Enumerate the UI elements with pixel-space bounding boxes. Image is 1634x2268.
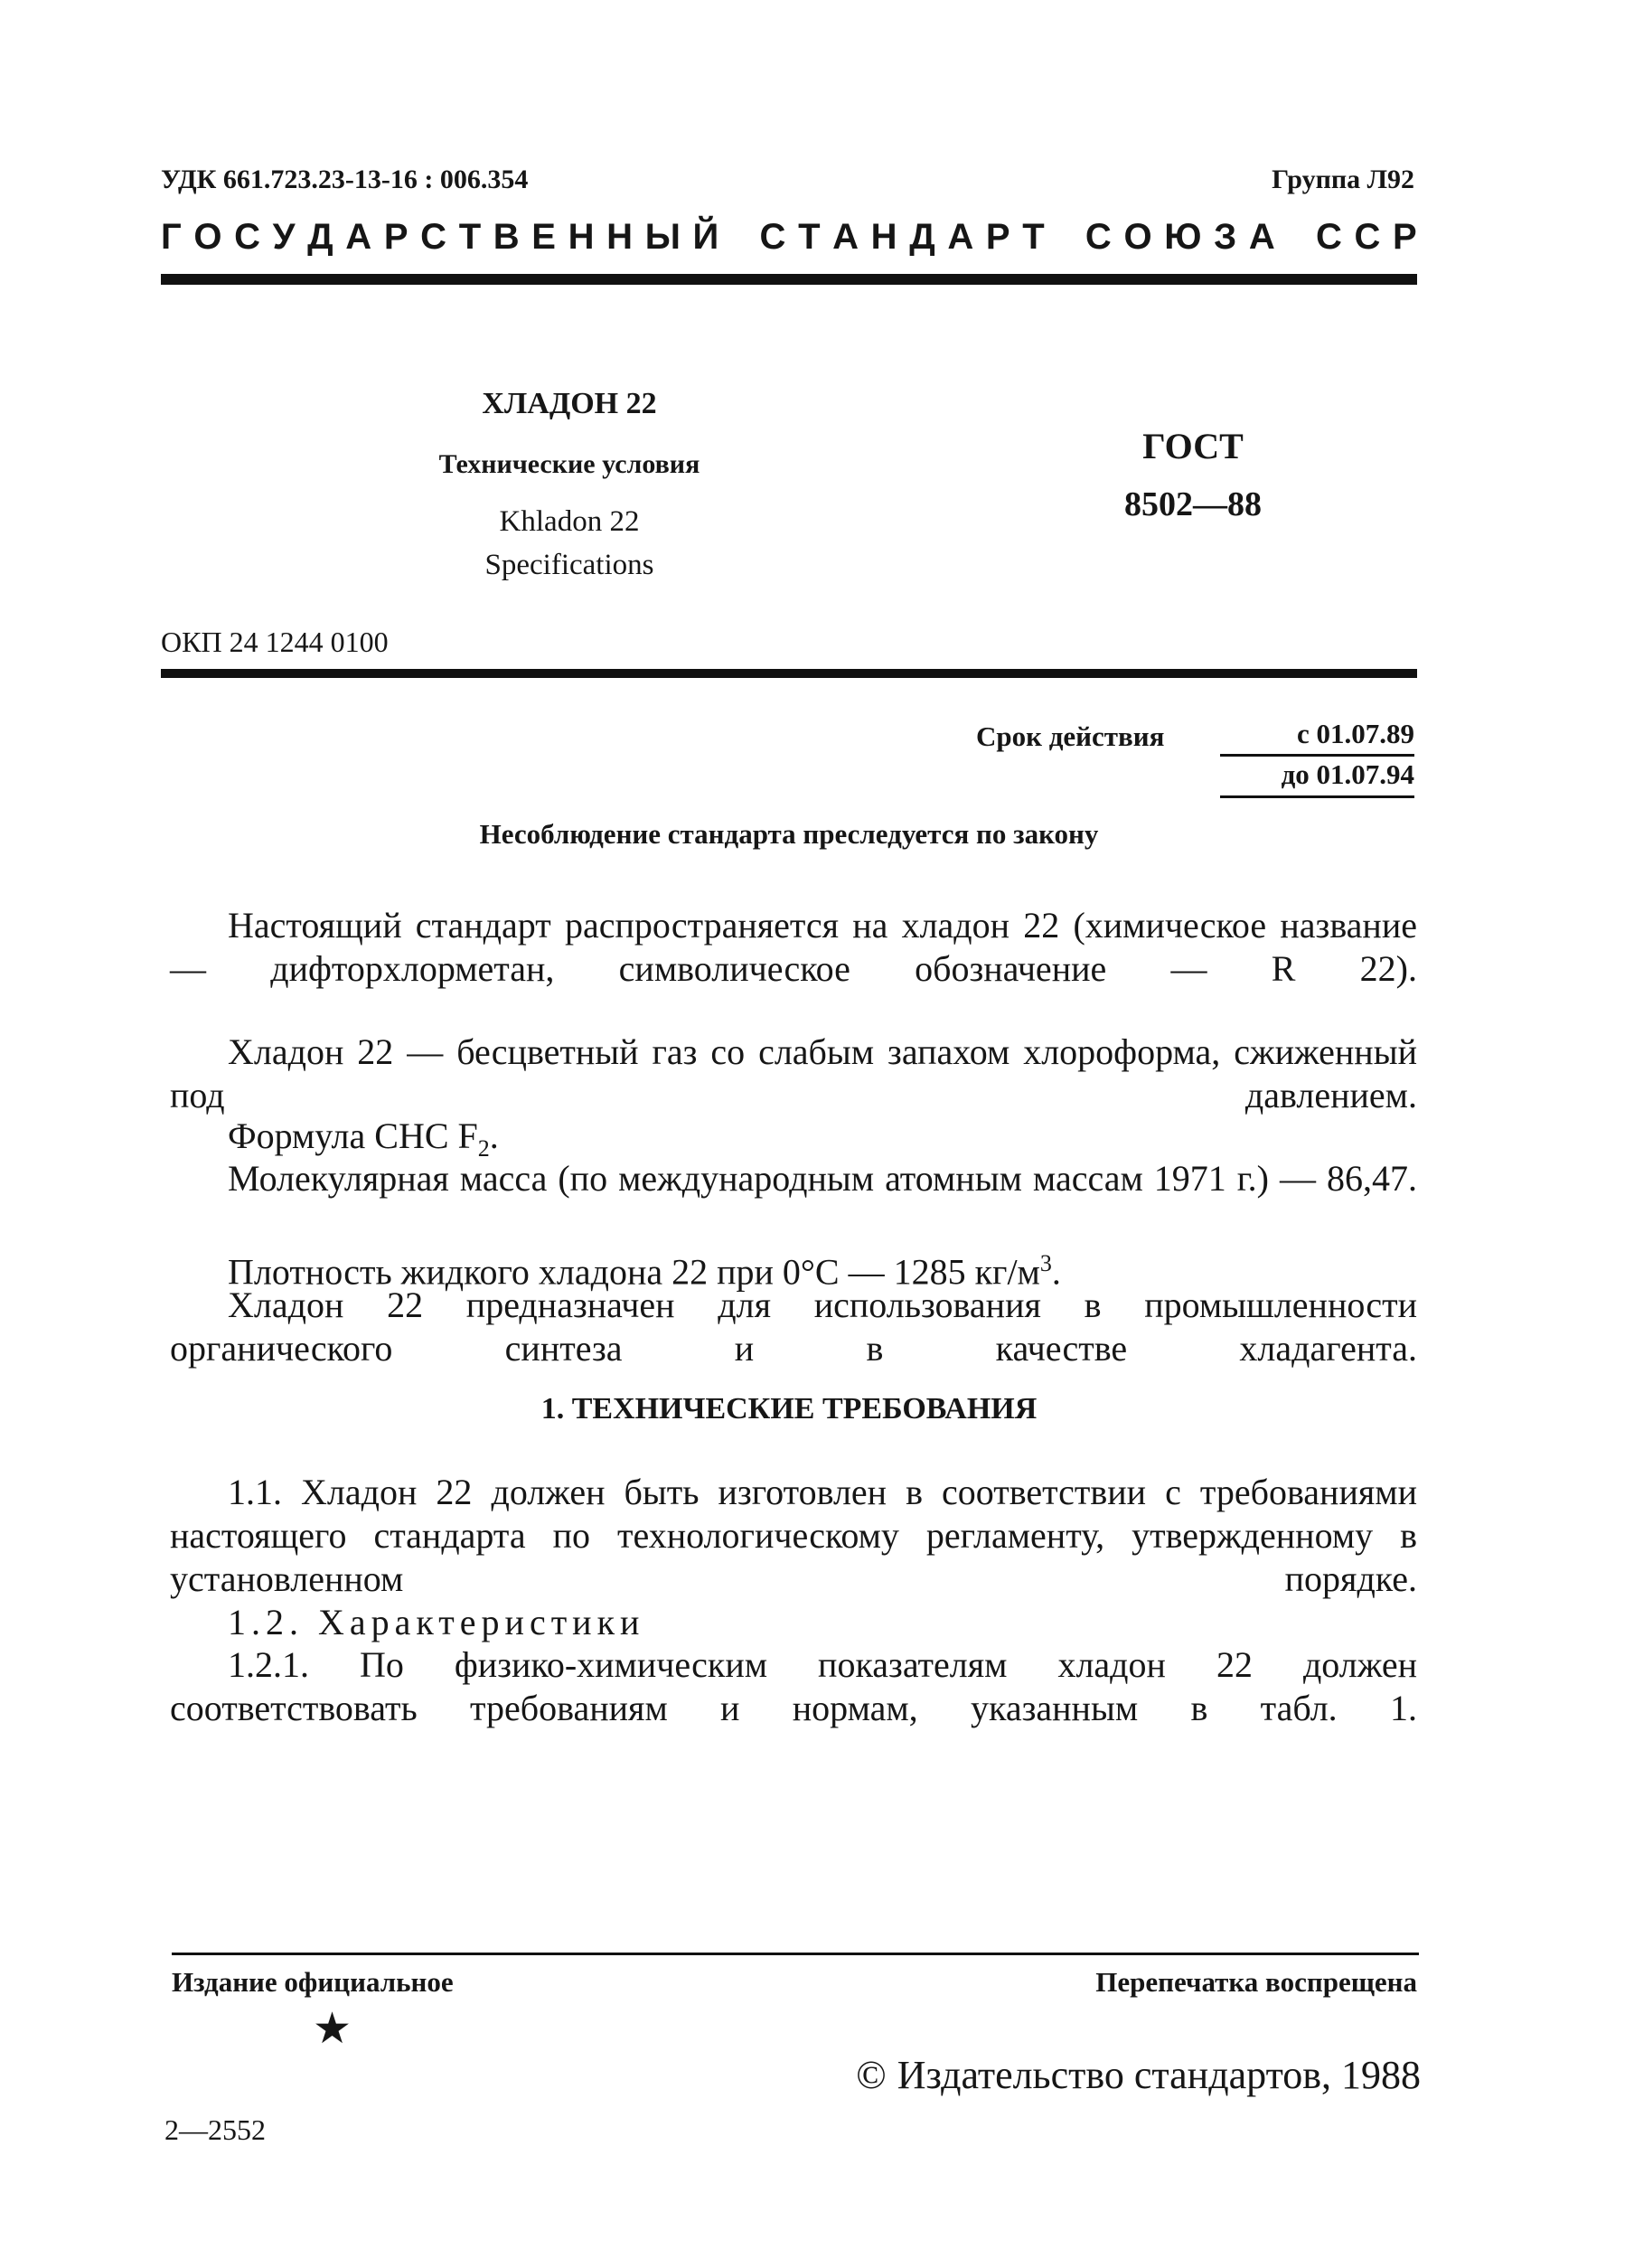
gost-number: 8502—88 xyxy=(1124,485,1262,523)
okp-code: ОКП 24 1244 0100 xyxy=(161,626,389,658)
intro-paragraph-molar-mass: Молекулярная масса (по международным атомным массам 1971 г.) — 86,47. xyxy=(228,1158,1417,1199)
formula-end: . xyxy=(489,1115,499,1156)
copyright-line xyxy=(856,2052,1421,2098)
header-rule xyxy=(161,274,1417,285)
star-icon: ★ xyxy=(313,2005,352,2053)
page-code: 2—2552 xyxy=(164,2113,266,2146)
intro-paragraph-purpose: Хладон 22 предназначен для использования в промышленности органического синтеза и в качестве хладагента. xyxy=(170,1285,1417,1369)
group-code: Группа Л92 xyxy=(1272,165,1414,194)
title-rule xyxy=(161,669,1417,678)
section-heading: 1. ТЕХНИЧЕСКИЕ ТРЕБОВАНИЯ xyxy=(540,1392,1038,1426)
validity-to: до 01.07.94 xyxy=(1281,758,1414,790)
validity-from-underline xyxy=(1220,754,1414,757)
intro-paragraph-scope: Настоящий стандарт распространяется на хладон 22 (химическое название — дифторхлорметан, символическое обозначение — R 22). xyxy=(170,905,1417,989)
document-subtitle: Технические условия xyxy=(438,449,700,479)
density-end: . xyxy=(1051,1251,1061,1293)
state-standard-heading: Г О С У Д А Р С Т В Е Н Н Ы Й С Т А Н Д А Р Т С О Ю З А С С Р xyxy=(161,217,1417,257)
copyright-icon: © xyxy=(856,2053,887,2097)
english-title xyxy=(343,500,795,587)
density-superscript: 3 xyxy=(1039,1250,1052,1276)
law-notice: Несоблюдение стандарта преследуется по закону xyxy=(479,818,1099,850)
copyright-text: Издательство стандартов, 1988 xyxy=(897,2053,1421,2097)
english-title-line1: Khladon 22 xyxy=(499,505,640,538)
reprint-notice: Перепечатка воспрещена xyxy=(1095,1966,1417,1998)
udk-code: УДК 661.723.23-13-16 : 006.354 xyxy=(161,165,529,194)
validity-to-underline xyxy=(1220,795,1414,798)
density-text: Плотность жидкого хладона 22 при 0°С — 1285 кг/м xyxy=(228,1251,1040,1293)
footer-rule xyxy=(172,1953,1419,1955)
validity-label: Срок действия xyxy=(976,720,1165,752)
validity-from: с 01.07.89 xyxy=(1296,718,1414,749)
english-title-line2: Specifications xyxy=(484,549,654,581)
document-title: ХЛАДОН 22 xyxy=(482,387,657,420)
clause-1-2-1: 1.2.1. По физико-химическим показателям хладон 22 должен соответствовать требованиям и нормам, указанным в табл. 1. xyxy=(170,1644,1417,1728)
official-edition-label: Издание официальное xyxy=(172,1966,454,1998)
clause-1-1: 1.1. Хладон 22 должен быть изготовлен в соответствии с требованиями настоящего стандарта по технологическому регламенту, утвержденному в установленном порядке. xyxy=(170,1472,1417,1599)
formula-subscript: 2 xyxy=(477,1135,490,1162)
intro-paragraph-description: Хладон 22 — бесцветный газ со слабым запахом хлороформа, сжиженный под давлением. xyxy=(170,1031,1417,1115)
formula-text: Формула CHC F xyxy=(228,1115,478,1156)
clause-1-2: 1.2. Характеристики xyxy=(228,1602,645,1642)
gost-label: ГОСТ xyxy=(1142,426,1244,466)
